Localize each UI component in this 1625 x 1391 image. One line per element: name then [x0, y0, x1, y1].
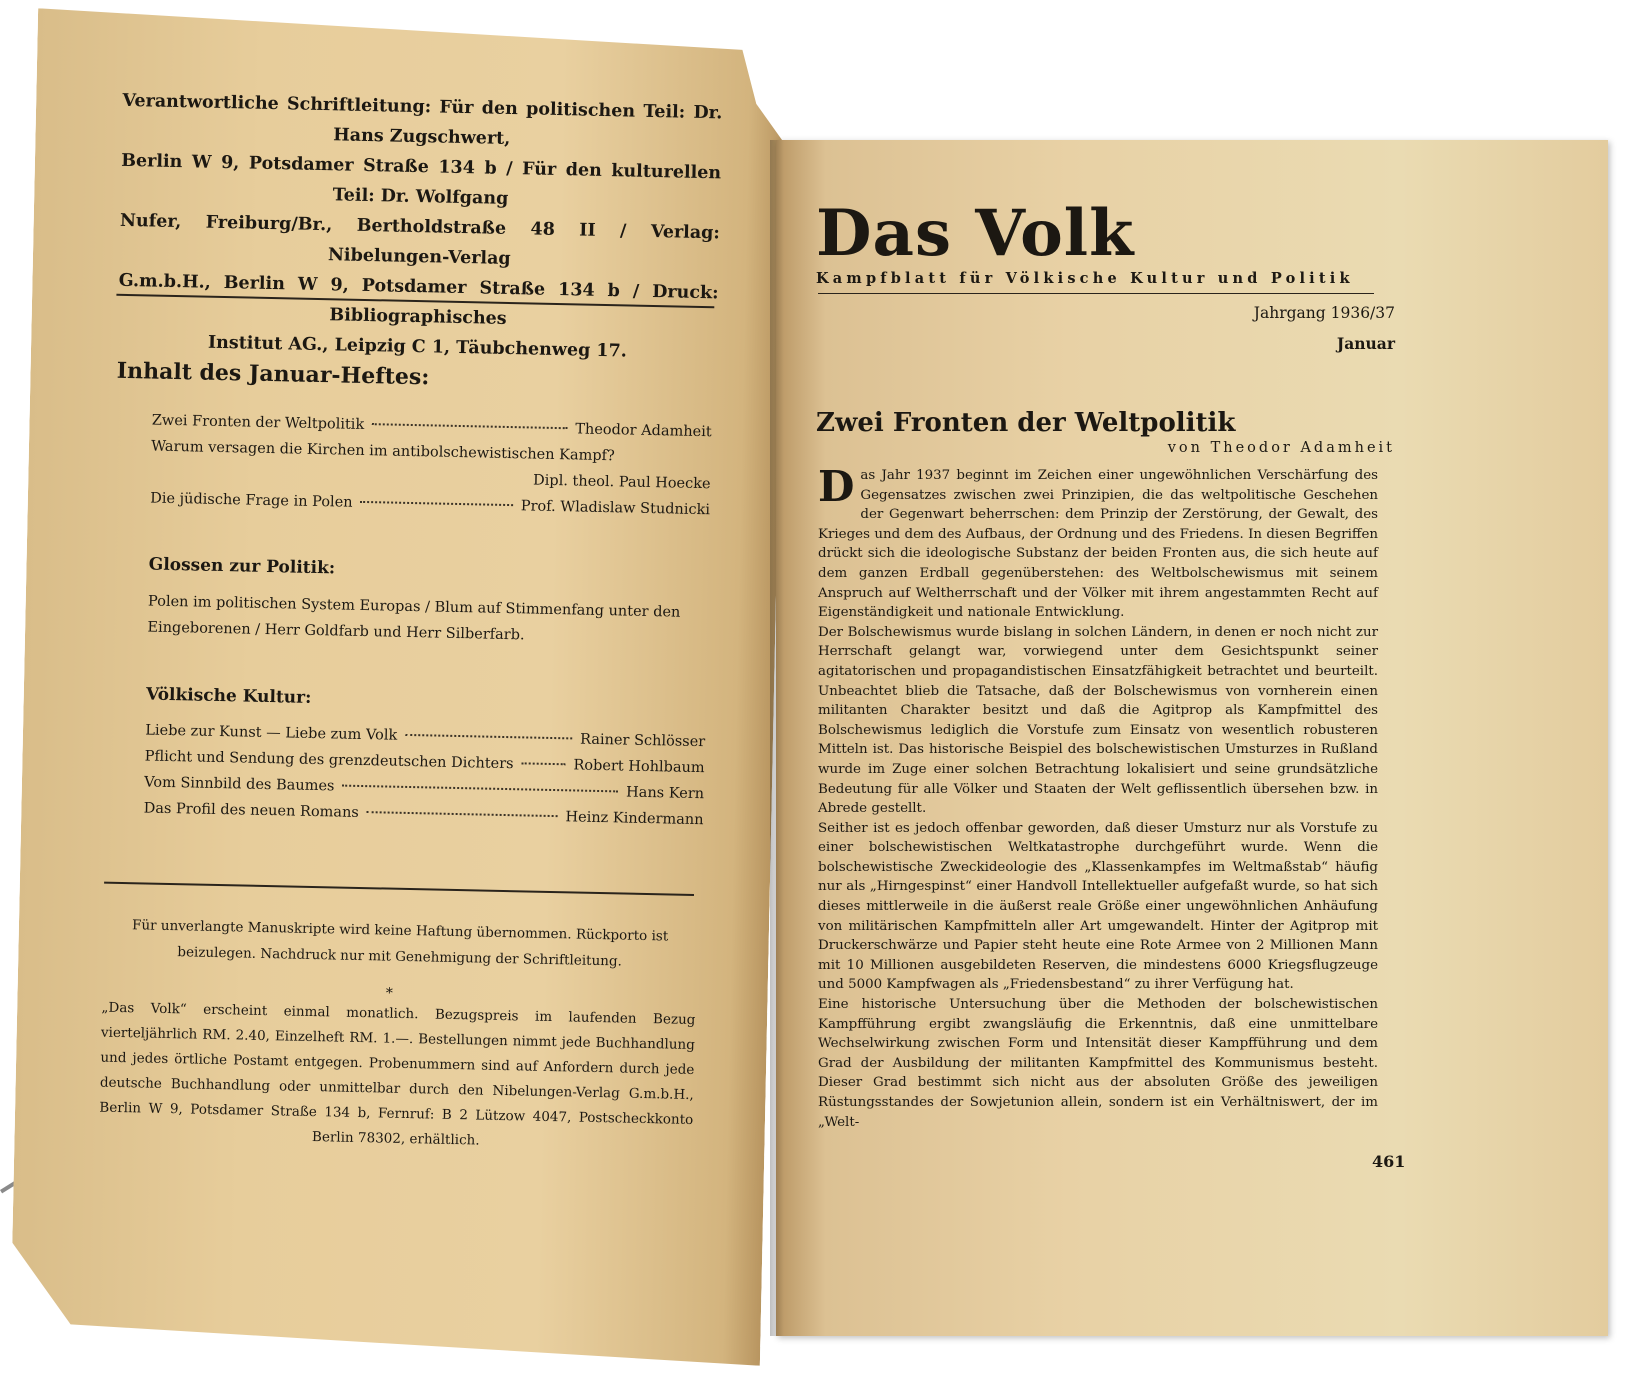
imprint-line: G.m.b.H., Berlin W 9, Potsdamer Straße 134 b / Druck: Bibliographisches: [118, 270, 719, 329]
kultur-list: [143, 722, 705, 838]
imprint-line: Berlin W 9, Potsdamer Straße 134 b / Für den kulturellen Teil: Dr. Wolfgang: [121, 150, 722, 209]
glossen-text: Polen im politischen System Europas / Blum auf Stimmenfang unter den Eingeborenen / Herr Goldfarb und Herr Silberfarb.: [147, 593, 681, 644]
entry-author: Dipl. theol. Paul Hoecke: [532, 472, 711, 493]
imprint-block: [117, 86, 723, 369]
masthead-subtitle: Kampfblatt für Völkische Kultur und Politik: [816, 270, 1354, 287]
entry-author: Theodor Adamheit: [575, 421, 712, 441]
subscription-notice: „Das Volk“ erscheint einmal monatlich. Bezugspreis im laufenden Bezug vierteljährlich RM. 2.40, Einzelheft RM. 1.—. Bestellungen nimmt jede Buchhandlung und jedes örtliche Postamt entgegen. Probenummern sind auf Anfordern durch jede deutsche Buchhandlung oder unmittelbar durch den Nibelungen-Verlag G.m.b.H., Berlin W 9, Potsdamer Straße 134 b, Fernruf: B 2 Lützow 4047, Postscheckkonto Berlin 78302, erhältlich.: [99, 999, 696, 1149]
entry-author: Rainer Schlösser: [579, 731, 706, 751]
leader-dots: [361, 501, 513, 506]
leader-dots: [367, 811, 558, 817]
kultur-heading: Völkische Kultur:: [145, 684, 312, 708]
imprint-line: Nufer, Freiburg/Br., Bertholdstraße 48 II / Verlag: Nibelungen-Verlag: [119, 210, 721, 270]
leader-dots: [342, 785, 618, 793]
entry-title: Zwei Fronten der Weltpolitik: [151, 412, 365, 433]
article-byline: von Theodor Adamheit: [1167, 440, 1395, 456]
asterisk-separator: *: [385, 985, 394, 1002]
leader-dots: [372, 423, 567, 429]
glossen-heading: Glossen zur Politik:: [148, 554, 336, 579]
leader-dots: [522, 762, 566, 765]
article-title: Zwei Fronten der Weltpolitik: [816, 408, 1236, 438]
volume-label: Jahrgang 1936/37: [1253, 304, 1395, 322]
entry-title: Liebe zur Kunst — Liebe zum Volk: [145, 722, 398, 744]
entry-author: Heinz Kindermann: [565, 809, 704, 829]
entry-author: Hans Kern: [625, 784, 705, 803]
imprint-line: Institut AG., Leipzig C 1, Täubchenweg 17.: [207, 332, 628, 362]
entry-author: Prof. Wladislaw Studnicki: [520, 498, 711, 519]
divider-rule: [104, 882, 694, 896]
page-number: 461: [1372, 1152, 1406, 1171]
entry-title: Die jüdische Frage in Polen: [149, 490, 353, 511]
manuscript-notice: Für unverlangte Manuskripte wird keine Haftung übernommen. Rückporto ist beizulegen. Nachdruck nur mit Genehmigung der Schriftleitung.: [131, 917, 669, 970]
entry-author: Robert Hohlbaum: [573, 757, 705, 777]
drop-cap: D: [818, 462, 855, 511]
article-paragraph: Der Bolschewismus wurde bislang in solchen Ländern, in denen er noch nicht zur Herrschaft gelangt war, vorwiegend unter dem Gesichtspunkt seiner agitatorischen und propagandistischen Einsatzfähigkeit betrachtet und beurteilt. Unbeachtet blieb die Tatsache, daß der Bolschewismus von vornherein einen militanten Charakter besitzt und daß die Agitprop als Kampfmittel des Bolschewismus lediglich die Vorstufe zum Einsatz von wesentlich robusteren Mitteln ist. Das historische Beispiel des bolschewistischen Umsturzes in Rußland wurde im Zuge einer solchen Betrachtung lokalisiert und seine grundsätzliche Bedeutung für alle Völker und Staaten der Welt geflissentlich übersehen bzw. in Abrede gestellt.: [818, 624, 1378, 817]
masthead-title: Das Volk: [816, 196, 1135, 271]
month-label: Januar: [1336, 334, 1395, 353]
masthead-rule: [818, 293, 1374, 294]
article-body: [818, 462, 1378, 1132]
article-paragraph: Seither ist es jedoch offenbar geworden, daß dieser Umsturz nur als Vorstufe zu einer bolschewistischen Weltkatastrophe durchgeführt wurde. Wenn die bolschewistische Zweckideologie des „Klassenkampfes im Weltmaßstab“ häufig nur als „Hirngespinst“ einer Handvoll Intellektueller aufgefaßt wurde, so hat sich dieses mittlerweile in die äußerst reale Größe einer ungewöhnlichen Anhäufung von militärischen Kampfmitteln aller Art umgewandelt. Hinter der Agitprop mit Druckerschwärze und Papier steht heute eine Rote Armee von 2 Millionen Mann mit 10 Millionen ausgebildeten Reserven, die mindestens 6000 Kriegsflugzeuge und 5000 Kampfwagen als „Friedensbestand“ zu ihrer Verfügung hat.: [818, 820, 1378, 993]
entry-title: Pflicht und Sendung des grenzdeutschen Dichters: [144, 748, 514, 773]
imprint-line: Verantwortliche Schriftleitung: Für den politischen Teil: Dr. Hans Zugschwert,: [122, 90, 723, 149]
leader-dots: [405, 734, 572, 739]
entry-title: Das Profil des neuen Romans: [143, 800, 359, 821]
contents-heading: Inhalt des Januar-Heftes:: [116, 357, 430, 391]
entry-title: Warum versagen die Kirchen im antibolschewistischen Kampf?: [151, 438, 615, 465]
article-paragraph: Eine historische Untersuchung über die Methoden der bolschewistischen Kampfführung ergibt zwangsläufig die Erkenntnis, daß eine unmittelbare Wechselwirkung zwischen Form und Intensität dieser Kampfführung und dem Grad der Ausbildung der militanten Kampfmittel des Kommunismus besteht. Dieser Grad bestimmt sich nicht aus der absoluten Größe des jeweiligen Rüstungsstandes der Sowjetunion allein, sondern ist ein Verhältniswert, der im „Welt-: [818, 997, 1378, 1130]
entry-title: Vom Sinnbild des Baumes: [144, 774, 335, 795]
contents-list: [150, 413, 712, 529]
article-paragraph: [818, 462, 1378, 623]
paragraph-text: as Jahr 1937 beginnt im Zeichen einer ungewöhnlichen Verschärfung des Gegensatzes zwischen zwei Prinzipien, die das weltpolitische Geschehen der Gegenwart beherrschen: dem Prinzip der Zerstörung, der Gewalt, des Krieges und dem des Aufbaus, der Ordnung und des Friedens. In diesen Begriffen drückt sich die ideologische Substanz der beiden Fronten aus, die sich heute auf dem ganzen Erdball gegenüberstehen: des Weltbolschewismus mit seinem Anspruch auf Weltherrschaft und der Völker mit ihrem angestammten Recht auf Eigenständigkeit und nationale Entwicklung.: [818, 468, 1378, 621]
